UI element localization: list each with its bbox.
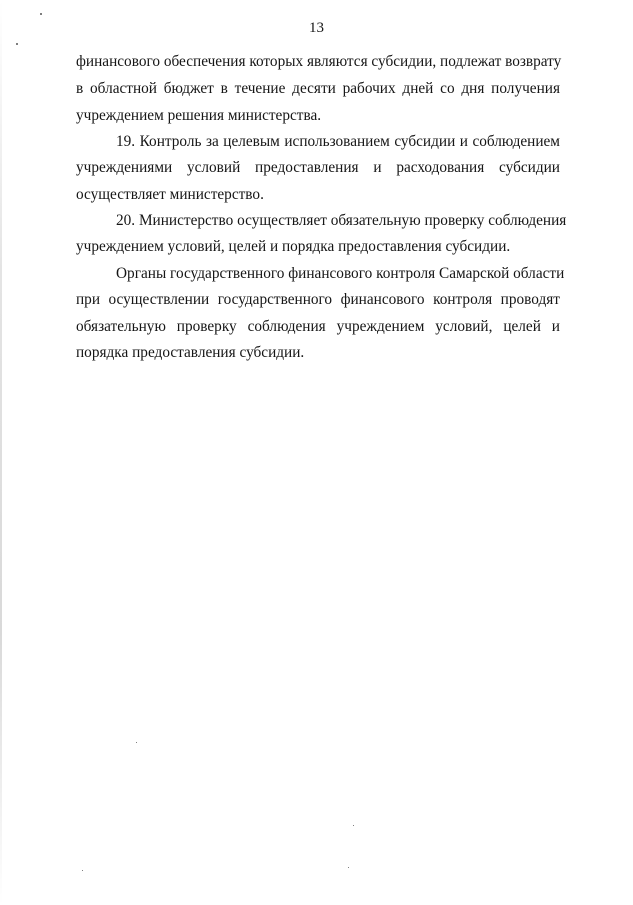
text-line: обязательную проверку соблюдения учреждением условий, целей и	[76, 318, 560, 335]
text-line: Органы государственного финансового контроля Самарской области	[116, 265, 565, 282]
text-line: порядка предоставления субсидии.	[76, 344, 305, 361]
text-line: учреждением условий, целей и порядка предоставления субсидии.	[76, 238, 511, 255]
scan-speck	[136, 742, 137, 743]
scan-left-edge	[0, 0, 2, 905]
text-line: 19. Контроль за целевым использованием субсидии и соблюдением	[116, 133, 560, 150]
text-line: осуществляет министерство.	[76, 186, 264, 203]
text-line: учреждением решения министерства.	[76, 107, 322, 124]
scan-speck	[16, 43, 18, 45]
scan-speck	[82, 870, 83, 871]
text-line: в областной бюджет в течение десяти рабочих дней со дня получения	[76, 80, 560, 97]
text-line: учреждениями условий предоставления и расходования субсидии	[76, 159, 560, 176]
text-line: финансового обеспечения которых являются субсидии, подлежат возврату	[76, 53, 562, 70]
scan-speck	[353, 825, 354, 826]
text-line: при осуществлении государственного финансового контроля проводят	[76, 291, 560, 308]
page-number: 13	[309, 20, 324, 36]
text-line: 20. Министерство осуществляет обязательную проверку соблюдения	[116, 212, 567, 229]
scan-speck	[348, 867, 349, 868]
scan-speck	[40, 13, 42, 15]
